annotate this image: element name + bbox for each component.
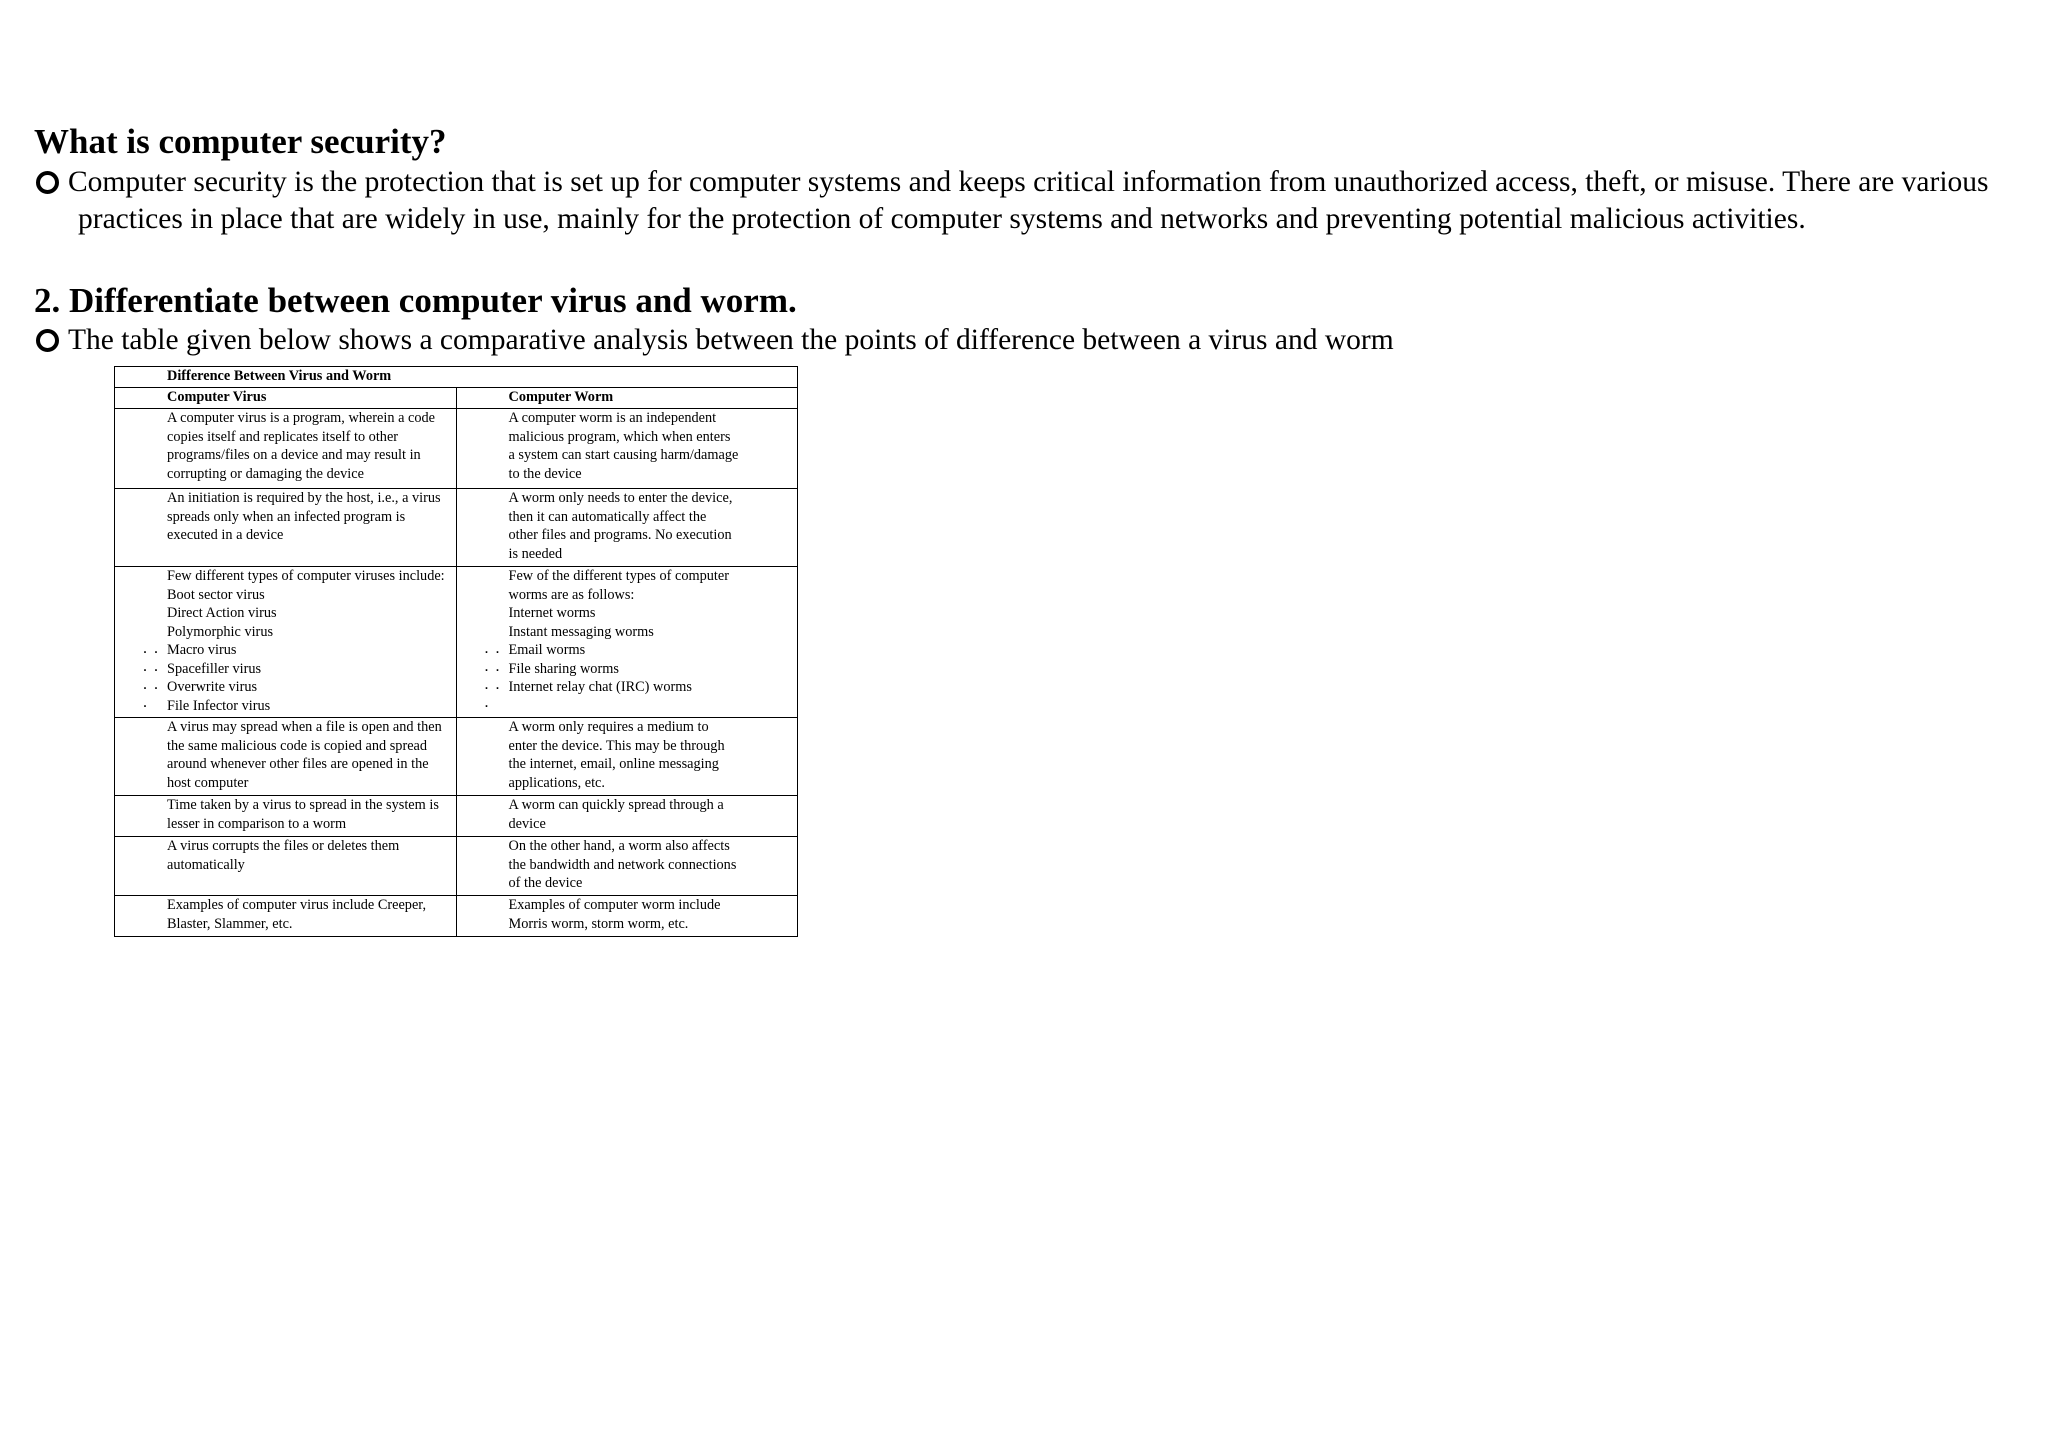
cell-line: automatically xyxy=(167,856,245,873)
cell-line: A worm only requires a medium to xyxy=(508,719,709,735)
worm-cell xyxy=(456,718,798,796)
cell-line: Few different types of computer viruses include: xyxy=(167,568,445,584)
cell-line: worms are as follows: xyxy=(508,586,635,603)
cell-line: A worm only needs to enter the device, xyxy=(508,490,733,506)
worm-cell xyxy=(456,837,798,896)
cell-line: Instant messaging worms xyxy=(508,623,654,640)
cell-line: copies itself and replicates itself to other xyxy=(167,428,399,445)
cell-line: Spacefiller virus xyxy=(167,660,262,677)
section-2-paragraph xyxy=(68,322,2036,359)
worm-cell xyxy=(456,567,798,718)
cell-line: A virus corrupts the files or deletes them xyxy=(167,838,400,854)
cell-line: Overwrite virus xyxy=(167,679,258,695)
cell-line: An initiation is required by the host, i.e., a virus xyxy=(167,490,441,506)
section-2-heading: 2. Differentiate between computer virus and worm. xyxy=(34,281,797,320)
section-1-heading: What is computer security? xyxy=(34,122,447,161)
virus-cell xyxy=(115,896,457,937)
cell-line: is needed xyxy=(508,545,563,562)
cell-line: to the device xyxy=(508,465,582,482)
cell-line: A virus may spread when a file is open and then xyxy=(167,719,442,735)
cell-line: Examples of computer worm include xyxy=(508,897,721,913)
cell-line: Internet worms xyxy=(508,605,596,621)
cell-line: Email worms xyxy=(508,642,586,658)
cell-line: Morris worm, storm worm, etc. xyxy=(508,915,689,932)
table-row xyxy=(115,567,798,718)
table-title: Difference Between Virus and Worm xyxy=(115,367,798,388)
cell-line: Blaster, Slammer, etc. xyxy=(167,915,293,932)
section-1-bullet xyxy=(36,164,2036,238)
cell-line: enter the device. This may be through xyxy=(508,737,725,754)
worm-cell xyxy=(456,489,798,567)
cell-line: programs/files on a device and may result in xyxy=(167,447,421,463)
cell-line: Direct Action virus xyxy=(167,605,277,621)
cell-line: the same malicious code is copied and spread xyxy=(167,737,428,754)
table-row xyxy=(115,796,798,837)
hollow-circle-bullet-icon xyxy=(36,171,59,194)
header-computer-worm: Computer Worm xyxy=(456,388,798,409)
cell-line: A computer worm is an independent xyxy=(508,410,717,426)
virus-cell xyxy=(115,409,457,489)
cell-line: lesser in comparison to a worm xyxy=(167,815,347,832)
cell-line: applications, etc. xyxy=(508,774,605,791)
cell-line: around whenever other files are opened in the xyxy=(167,756,429,772)
table-header-row xyxy=(115,388,798,409)
hollow-circle-bullet-icon xyxy=(36,329,59,352)
table-row xyxy=(115,718,798,796)
table-title-row xyxy=(115,367,798,388)
cell-line: Few of the different types of computer xyxy=(508,568,729,584)
list-bullet-dots: · · · · · · · xyxy=(484,645,502,713)
virus-cell xyxy=(115,796,457,837)
worm-cell xyxy=(456,409,798,489)
cell-line: executed in a device xyxy=(167,527,284,543)
virus-cell xyxy=(115,718,457,796)
worm-cell xyxy=(456,796,798,837)
virus-cell xyxy=(115,567,457,718)
table-row xyxy=(115,837,798,896)
cell-line: malicious program, which when enters xyxy=(508,428,731,445)
cell-line: A computer virus is a program, wherein a code xyxy=(167,410,435,426)
cell-line: then it can automatically affect the xyxy=(508,508,707,525)
virus-cell xyxy=(115,489,457,567)
cell-line: Boot sector virus xyxy=(167,586,265,603)
virus-cell xyxy=(115,837,457,896)
cell-line: Time taken by a virus to spread in the system is xyxy=(167,797,439,813)
section-1-paragraph xyxy=(68,164,2036,238)
list-bullet-dots: · · · · · · · xyxy=(143,645,161,713)
cell-line: other files and programs. No execution xyxy=(508,527,732,543)
cell-line: host computer xyxy=(167,774,249,791)
cell-line: spreads only when an infected program is xyxy=(167,508,406,525)
table-row xyxy=(115,489,798,567)
section-1-line-2: practices in place that are widely in use, mainly for the protection of computer systems and networks and preventing potential malicious activities. xyxy=(78,203,1806,235)
cell-line: Examples of computer virus include Creeper, xyxy=(167,897,427,913)
cell-line: corrupting or damaging the device xyxy=(167,465,364,482)
section-2-bullet xyxy=(36,322,2036,359)
section-1-line-1: Computer security is the protection that is set up for computer systems and keeps critical information from unauthorized access, theft, or misuse. There are various xyxy=(68,166,1989,198)
cell-line: the bandwidth and network connections xyxy=(508,856,737,873)
virus-worm-difference-table xyxy=(114,366,798,937)
cell-line: Macro virus xyxy=(167,642,237,658)
cell-line: File Infector virus xyxy=(167,697,271,714)
header-computer-virus: Computer Virus xyxy=(115,388,457,409)
cell-line: of the device xyxy=(508,875,583,891)
cell-line: On the other hand, a worm also affects xyxy=(508,838,730,854)
cell-line: the internet, email, online messaging xyxy=(508,756,719,772)
cell-line: device xyxy=(508,815,546,832)
cell-line: File sharing worms xyxy=(508,660,619,677)
section-2-line-1: The table given below shows a comparative analysis between the points of difference between a virus and worm xyxy=(68,324,1394,356)
table-row xyxy=(115,409,798,489)
cell-line: Internet relay chat (IRC) worms xyxy=(508,679,692,695)
worm-cell xyxy=(456,896,798,937)
cell-line: a system can start causing harm/damage xyxy=(508,447,739,463)
cell-line: Polymorphic virus xyxy=(167,623,274,640)
table-row xyxy=(115,896,798,937)
cell-line: A worm can quickly spread through a xyxy=(508,797,724,813)
